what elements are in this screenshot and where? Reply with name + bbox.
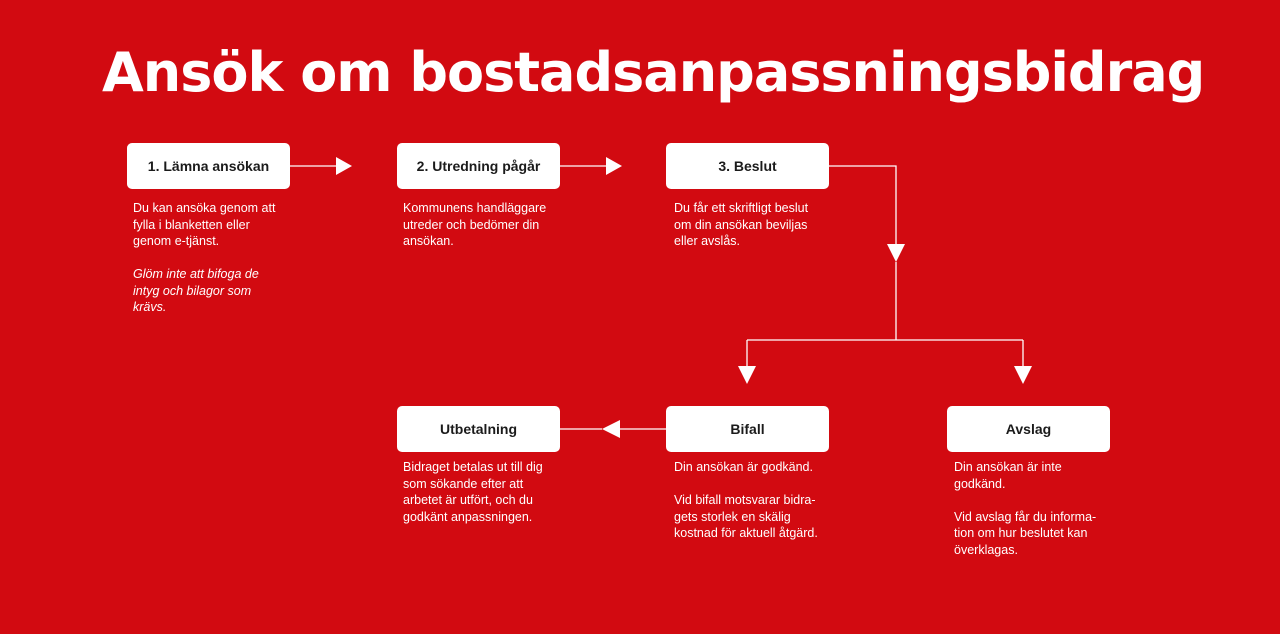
step-box-utredning [397,143,560,189]
step-label: 3. Beslut [718,158,777,174]
arrow-down-icon [1014,366,1032,384]
arrow-left-icon [602,420,620,438]
outcome-label: Utbetalning [440,421,517,437]
step-box-lamna-ansokan [127,143,290,189]
step-text: Du kan ansöka genom att fylla i blanketten eller genom e-tjänst. [133,201,276,248]
arrow-down-icon [738,366,756,384]
outcome-description-bifall [674,459,822,542]
step-description-lamna-ansokan [133,200,283,316]
arrow-right-icon [606,157,622,175]
step-description-utredning [403,200,561,250]
step-label: 1. Lämna ansökan [147,158,270,174]
page-title: Ansök om bostadsanpassningsbidrag [102,41,1205,104]
step-note: Glöm inte att bifoga de intyg och bilagor som krävs. [133,267,259,314]
step-box-beslut [666,143,829,189]
outcome-detail: Vid bifall motsvarar bidragets storlek en skälig kostnad för aktuell åtgärd. [674,493,818,540]
outcome-text: Din ansökan är inte godkänd. [954,460,1062,491]
outcome-text: Bidraget betalas ut till dig som sökande efter att arbetet är utfört, och du godkänt anpassningen. [403,460,543,524]
outcome-box-avslag [947,406,1110,452]
arrow-down-icon [887,244,905,262]
step-label: 2. Utredning pågår [416,158,541,174]
step-text: Kommunens handläggare utreder och bedömer din ansökan. [403,201,547,248]
step-description-beslut [674,200,824,250]
outcome-box-utbetalning [397,406,560,452]
connector-beslut-branch [829,166,896,244]
outcome-description-utbetalning [403,459,561,525]
outcome-box-bifall [666,406,829,452]
outcome-detail: Vid avslag får du information om hur beslutet kan överklagas. [954,509,1097,557]
step-text: Du får ett skriftligt beslut om din ansökan beviljas eller avslås. [674,201,809,248]
outcome-label: Bifall [730,421,765,437]
outcome-label: Avslag [1005,421,1052,437]
outcome-description-avslag [954,459,1106,558]
outcome-text: Din ansökan är godkänd. [674,460,813,474]
arrow-right-icon [336,157,352,175]
